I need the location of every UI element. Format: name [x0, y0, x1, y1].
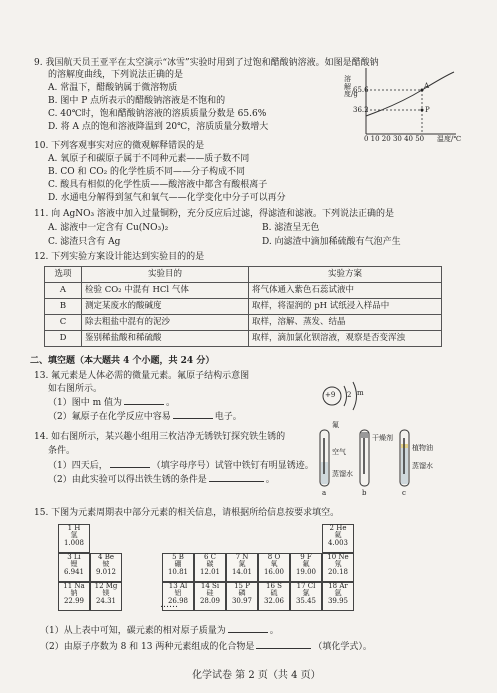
element-cell: [58, 524, 90, 553]
table-cell: B: [45, 299, 82, 315]
table-header-purpose: 实验目的: [82, 267, 249, 283]
element-cell: [322, 553, 354, 582]
element-number-symbol: 17 Cl: [296, 582, 316, 590]
tube-b-desiccant: [361, 432, 368, 438]
q12-table: [44, 266, 442, 347]
tube-c-water-label: 蒸馏水: [412, 462, 433, 470]
table-cell: D: [45, 331, 82, 347]
element-number-symbol: 8 O: [267, 553, 281, 561]
element-name: 氟: [302, 560, 310, 569]
tube-a-air-label: 空气: [332, 448, 346, 456]
element-cell: [258, 582, 290, 611]
table-cell: 取样，溶解、蒸发、结晶: [249, 315, 442, 331]
q11-option-b: B. 滤渣呈无色: [262, 223, 320, 233]
q9-option-d: D. 将 A 点的饱和溶液降温到 20℃，溶质质量分数增大: [48, 122, 269, 132]
element-number-symbol: 14 Si: [200, 582, 220, 590]
table-header-option: 选项: [45, 267, 82, 283]
element-mass: 19.00: [295, 567, 317, 576]
periodic-table-ellipsis: ……: [160, 600, 178, 610]
table-row: [45, 299, 442, 315]
table-cell: C: [45, 315, 82, 331]
q14-sub1-mid: （填字母序号）试管中铁钉有明显锈迹。: [151, 461, 314, 471]
graph-point-p: [421, 109, 424, 112]
element-name: 硅: [206, 589, 214, 598]
q13-answer-blank-2[interactable]: [173, 418, 213, 419]
q9-option-a: A. 常温下，醋酸钠属于微溶物质: [48, 83, 178, 93]
q14-answer-blank-1[interactable]: [110, 467, 150, 468]
table-cell: A: [45, 283, 82, 299]
q11-option-a: A. 滤液中一定含有 Cu(NO₃)₂: [48, 223, 169, 233]
q13-sub1-end: 。: [165, 398, 175, 408]
q15-sub2-text: （2）由原子序数为 8 和 13 两种元素组成的化合物是: [40, 642, 255, 652]
q14-answer-blank-2[interactable]: [209, 481, 264, 482]
solubility-graph: [344, 64, 464, 144]
q13-sub2-text: （2）氟原子在化学反应中容易: [48, 412, 171, 422]
q14-stem-line1: 14. 如右图所示，某兴趣小组用三枚洁净无锈铁钉探究铁生锈的: [34, 432, 286, 442]
element-cell: [58, 553, 90, 582]
q13-sub2: [48, 412, 242, 423]
element-mass: 39.95: [327, 596, 349, 605]
table-cell: 取样，将湿润的 pH 试纸浸入样品中: [249, 299, 442, 315]
q14-sub1: [48, 461, 314, 472]
graph-y-tick-65: 65.6: [353, 86, 369, 94]
element-cell: [194, 553, 226, 582]
graph-xlabel: 温度/℃: [437, 135, 462, 143]
element-number-symbol: 7 N: [235, 553, 249, 561]
element-name: 氦: [334, 531, 342, 540]
q14-stem-line2: 条件。: [48, 446, 76, 456]
atom-shell2-label: m: [357, 389, 364, 397]
element-cell: [258, 553, 290, 582]
element-name: 碳: [206, 560, 214, 569]
element-cell: [226, 582, 258, 611]
q13-answer-blank-1[interactable]: [124, 404, 164, 405]
element-number-symbol: 13 Al: [168, 582, 188, 590]
element-cell: [322, 582, 354, 611]
element-number-symbol: 6 C: [203, 553, 217, 561]
element-number-symbol: 18 Ar: [328, 582, 348, 590]
graph-x-ticks: 0 10 20 30 40 50: [364, 135, 425, 143]
q13-stem-line2: 如右图所示。: [48, 384, 103, 394]
table-row: [45, 315, 442, 331]
q13-sub2-end: 电子。: [214, 412, 242, 422]
q9-stem-line1: 9. 我国航天员王亚平在太空演示“冰雪”实验时用到了过饱和醋酸钠溶液。如图是醋酸钠: [34, 58, 379, 68]
element-mass: 28.09: [199, 596, 221, 605]
element-cell: [90, 582, 122, 611]
tube-b-dry-label: 干燥剂: [372, 434, 393, 442]
element-cell: [58, 582, 90, 611]
element-cell: [194, 582, 226, 611]
table-cell: 测定某废水的酸碱度: [82, 299, 249, 315]
element-mass: 4.003: [327, 538, 349, 547]
q9-stem-line2: 的溶解度曲线，下列说法正确的是: [48, 70, 184, 80]
tube-c-oil-label: 植物油: [412, 444, 433, 452]
element-number-symbol: 9 F: [300, 553, 312, 561]
q13-sub1: [48, 398, 175, 409]
atom-element-label: 氟: [332, 421, 339, 429]
element-number-symbol: 2 He: [329, 524, 347, 532]
element-cell: [322, 524, 354, 553]
graph-y-tick-36: 36.2: [353, 106, 369, 114]
q12-stem: 12. 下列实验方案设计能达到实验目的的是: [34, 252, 205, 262]
table-header-plan: 实验方案: [249, 267, 442, 283]
element-name: 氧: [270, 560, 278, 569]
element-mass: 16.00: [263, 567, 285, 576]
element-name: 铍: [102, 560, 110, 569]
element-cell: [226, 553, 258, 582]
q13-stem-line1: 13. 氟元素是人体必需的微量元素。氟原子结构示意图: [34, 371, 250, 381]
element-mass: 26.98: [167, 596, 189, 605]
element-number-symbol: 11 Na: [63, 582, 85, 590]
element-number-symbol: 1 H: [67, 524, 81, 532]
table-row: [45, 331, 442, 347]
element-number-symbol: 3 Li: [67, 553, 81, 561]
element-cell: [90, 553, 122, 582]
element-cell: [290, 553, 322, 582]
table-cell: 除去粗盐中混有的泥沙: [82, 315, 249, 331]
solubility-curve: [366, 72, 454, 116]
element-mass: 9.012: [95, 567, 117, 576]
q14-sub2: [48, 475, 275, 486]
graph-label-a: A: [424, 82, 430, 90]
tube-c-letter: c: [402, 489, 406, 497]
table-cell: 取样，滴加氯化钡溶液，观察是否变浑浊: [249, 331, 442, 347]
tube-b-letter: b: [362, 489, 367, 497]
q15-stem: 15. 下图为元素周期表中部分元素的相关信息，请根据所给信息按要求填空。: [34, 508, 340, 518]
element-name: 钠: [70, 589, 78, 598]
element-number-symbol: 5 B: [172, 553, 184, 561]
element-number-symbol: 16 S: [266, 582, 282, 590]
element-name: 铝: [174, 589, 182, 598]
q10-option-c: C. 酸具有相似的化学性质——酸溶液中都含有酸根离子: [48, 180, 268, 190]
element-name: 硫: [270, 589, 278, 598]
element-mass: 12.01: [199, 567, 221, 576]
table-cell: 将气体通入紫色石蕊试液中: [249, 283, 442, 299]
q11-stem: 11. 向 AgNO₃ 溶液中加入过量铜粉，充分反应后过滤，得滤渣和滤液。下列说法正确的是: [34, 209, 395, 219]
element-name: 氩: [334, 589, 342, 598]
graph-label-p: P: [425, 106, 430, 114]
q15-sub2-end: （填化学式）。: [313, 642, 372, 652]
graph-ylabel: 溶解度/g: [344, 75, 358, 99]
element-name: 镁: [102, 589, 110, 598]
element-name: 硼: [174, 560, 182, 569]
q10-stem: 10. 下列客观事实对应的微观解释错误的是: [34, 141, 205, 151]
q15-answer-blank-1[interactable]: [228, 632, 268, 633]
q13-sub1-text: （1）图中 m 值为: [48, 398, 122, 408]
element-mass: 24.31: [95, 596, 117, 605]
atom-shell-2: [353, 382, 357, 410]
element-cell: [162, 553, 194, 582]
element-mass: 10.81: [167, 567, 189, 576]
element-mass: 35.45: [295, 596, 317, 605]
q14-sub2-text: （2）由此实验可以得出铁生锈的条件是: [48, 475, 207, 485]
table-cell: 检验 CO₂ 中混有 HCl 气体: [82, 283, 249, 299]
element-mass: 20.18: [327, 567, 349, 576]
q10-option-d: D. 水通电分解得到氢气和氧气——化学变化中分子可以再分: [48, 193, 286, 203]
q14-sub2-end: 。: [265, 475, 275, 485]
atom-nucleus-label: +9: [325, 391, 336, 399]
q11-option-d: D. 向滤渣中滴加稀硫酸有气泡产生: [262, 237, 401, 247]
element-number-symbol: 15 P: [234, 582, 250, 590]
q15-answer-blank-2[interactable]: [256, 648, 311, 649]
q11-option-c: C. 滤渣只含有 Ag: [48, 237, 121, 247]
tube-a-letter: a: [322, 489, 327, 497]
element-name: 氢: [70, 531, 78, 540]
element-number-symbol: 12 Mg: [94, 582, 118, 590]
q15-sub1: [40, 626, 279, 637]
element-name: 锂: [70, 560, 78, 569]
q10-option-a: A. 氧原子和碳原子属于不同种元素——质子数不同: [48, 154, 250, 164]
element-name: 磷: [238, 589, 246, 598]
page-footer: 化学试卷 第 2 页（共 4 页）: [192, 670, 321, 681]
atom-shell1-label: 2: [347, 391, 352, 399]
element-mass: 30.97: [231, 596, 253, 605]
tube-a-water-label: 蒸馏水: [332, 470, 353, 478]
element-mass: 22.99: [63, 596, 85, 605]
q15-sub2: [40, 642, 372, 653]
q14-sub1-text: （1）四天后，: [48, 461, 108, 471]
table-row: [45, 283, 442, 299]
q10-option-b: B. CO 和 CO₂ 的化学性质不同——分子构成不同: [48, 167, 246, 177]
element-number-symbol: 4 Be: [98, 553, 114, 561]
element-mass: 32.06: [263, 596, 285, 605]
element-mass: 14.01: [231, 567, 253, 576]
section-2-heading: 二、填空题（本大题共 4 个小题，共 24 分）: [30, 356, 215, 366]
element-number-symbol: 10 Ne: [327, 553, 349, 561]
element-name: 氮: [238, 560, 246, 569]
element-name: 氖: [334, 560, 342, 569]
q15-sub1-text: （1）从上表中可知，碳元素的相对原子质量为: [40, 626, 226, 636]
element-cell: [290, 582, 322, 611]
element-mass: 6.941: [63, 567, 85, 576]
element-mass: 1.008: [63, 538, 85, 547]
element-name: 氯: [302, 589, 310, 598]
q9-option-c: C. 40℃时，饱和醋酸钠溶液的溶质质量分数是 65.6%: [48, 109, 267, 119]
q9-option-b: B. 图中 P 点所表示的醋酸钠溶液是不饱和的: [48, 96, 226, 106]
table-cell: 鉴别稀盐酸和稀硫酸: [82, 331, 249, 347]
table-header-row: [45, 267, 442, 283]
q15-sub1-end: 。: [269, 626, 279, 636]
